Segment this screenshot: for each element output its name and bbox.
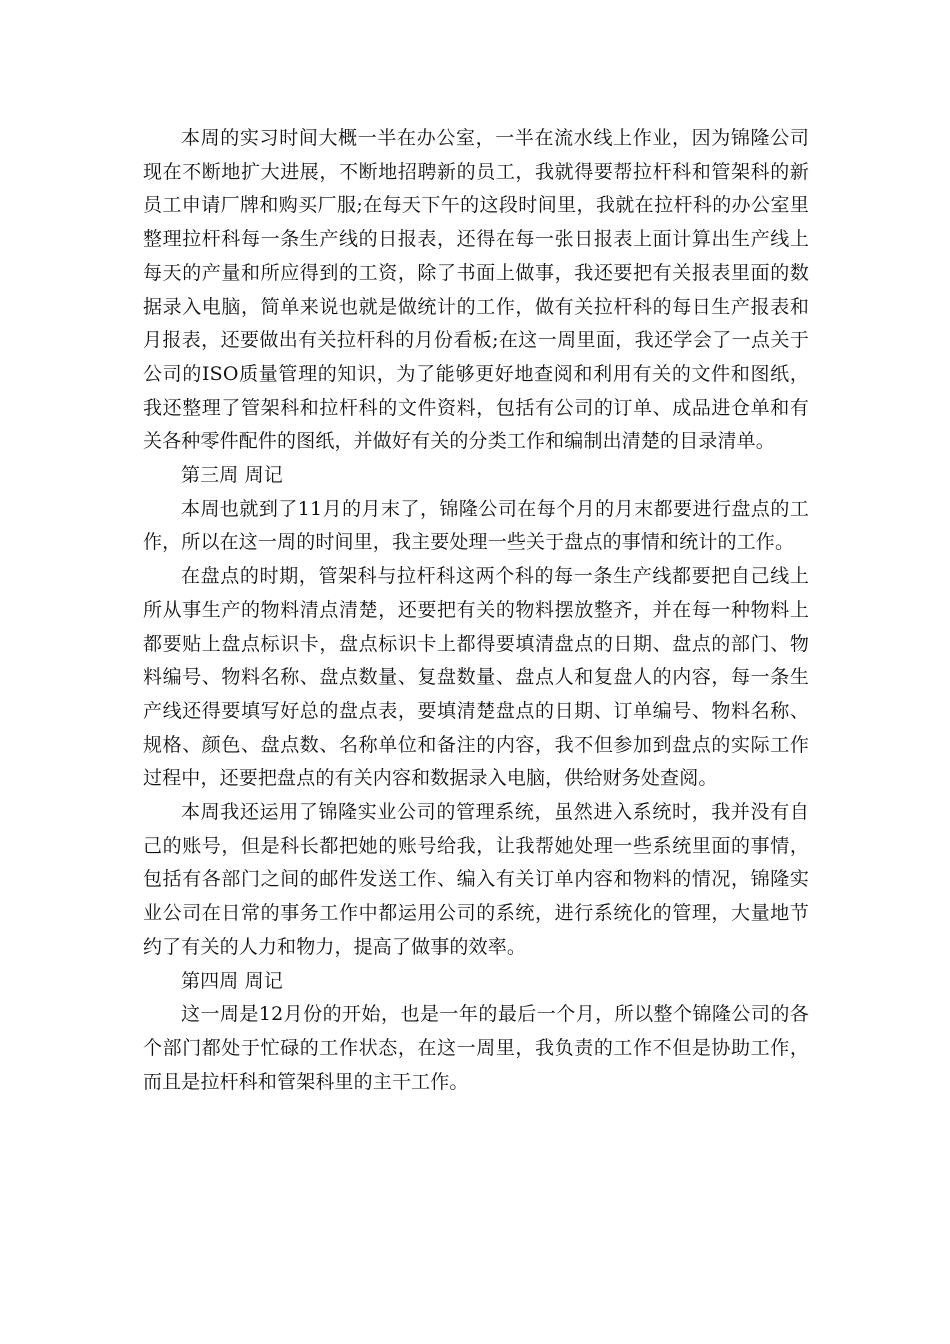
document-body	[143, 122, 809, 1099]
paragraph-week2-work: 本周的实习时间大概一半在办公室，一半在流水线上作业，因为锦隆公司现在不断地扩大进展，不断地招聘新的员工，我就得要帮拉杆科和管架科的新员工申请厂牌和购买厂服;在每天下午的这段时间里，我就在拉杆科的办公室里整理拉杆科每一条生产线的日报表，还得在每一张日报表上面计算出生产线上每天的产量和所应得到的工资，除了书面上做事，我还要把有关报表里面的数据录入电脑，简单来说也就是做统计的工作，做有关拉杆科的每日生产报表和月报表，还要做出有关拉杆科的月份看板;在这一周里面，我还学会了一点关于公司的ISO质量管理的知识，为了能够更好地查阅和利用有关的文件和图纸，我还整理了管架科和拉杆科的文件资料，包括有公司的订单、成品进仓单和有关各种零件配件的图纸，并做好有关的分类工作和编制出清楚的目录清单。	[143, 127, 809, 453]
paragraph-week3-inventory: 在盘点的时期，管架科与拉杆科这两个科的每一条生产线都要把自己线上所从事生产的物料清点清楚，还要把有关的物料摆放整齐，并在每一种物料上都要贴上盘点标识卡，盘点标识卡上都得要填清盘点的日期、盘点的部门、物料编号、物料名称、盘点数量、复盘数量、盘点人和复盘人的内容，每一条生产线还得要填写好总的盘点表，要填清楚盘点的日期、订单编号、物料名称、规格、颜色、盘点数、名称单位和备注的内容，我不但参加到盘点的实际工作过程中，还要把盘点的有关内容和数据录入电脑，供给财务处查阅。	[143, 565, 809, 790]
heading-week3: 第三周 周记	[181, 464, 283, 487]
paragraph-week3-intro: 本周也就到了11月的月末了，锦隆公司在每个月的月末都要进行盘点的工作，所以在这一周的时间里，我主要处理一些关于盘点的事情和统计的工作。	[143, 497, 809, 554]
paragraph-week4-intro: 这一周是12月份的开始，也是一年的最后一个月，所以整个锦隆公司的各个部门都处于忙碌的工作状态，在这一周里，我负责的工作不但是协助工作，而且是拉杆科和管架科里的主干工作。	[143, 1003, 809, 1093]
heading-week4: 第四周 周记	[181, 969, 283, 992]
paragraph-week3-system: 本周我还运用了锦隆实业公司的管理系统，虽然进入系统时，我并没有自己的账号，但是科长都把她的账号给我，让我帮她处理一些系统里面的事情，包括有各部门之间的邮件发送工作、编入有关订单内容和物料的情况，锦隆实业公司在日常的事务工作中都运用公司的系统，进行系统化的管理，大量地节约了有关的人力和物力，提高了做事的效率。	[143, 801, 809, 958]
